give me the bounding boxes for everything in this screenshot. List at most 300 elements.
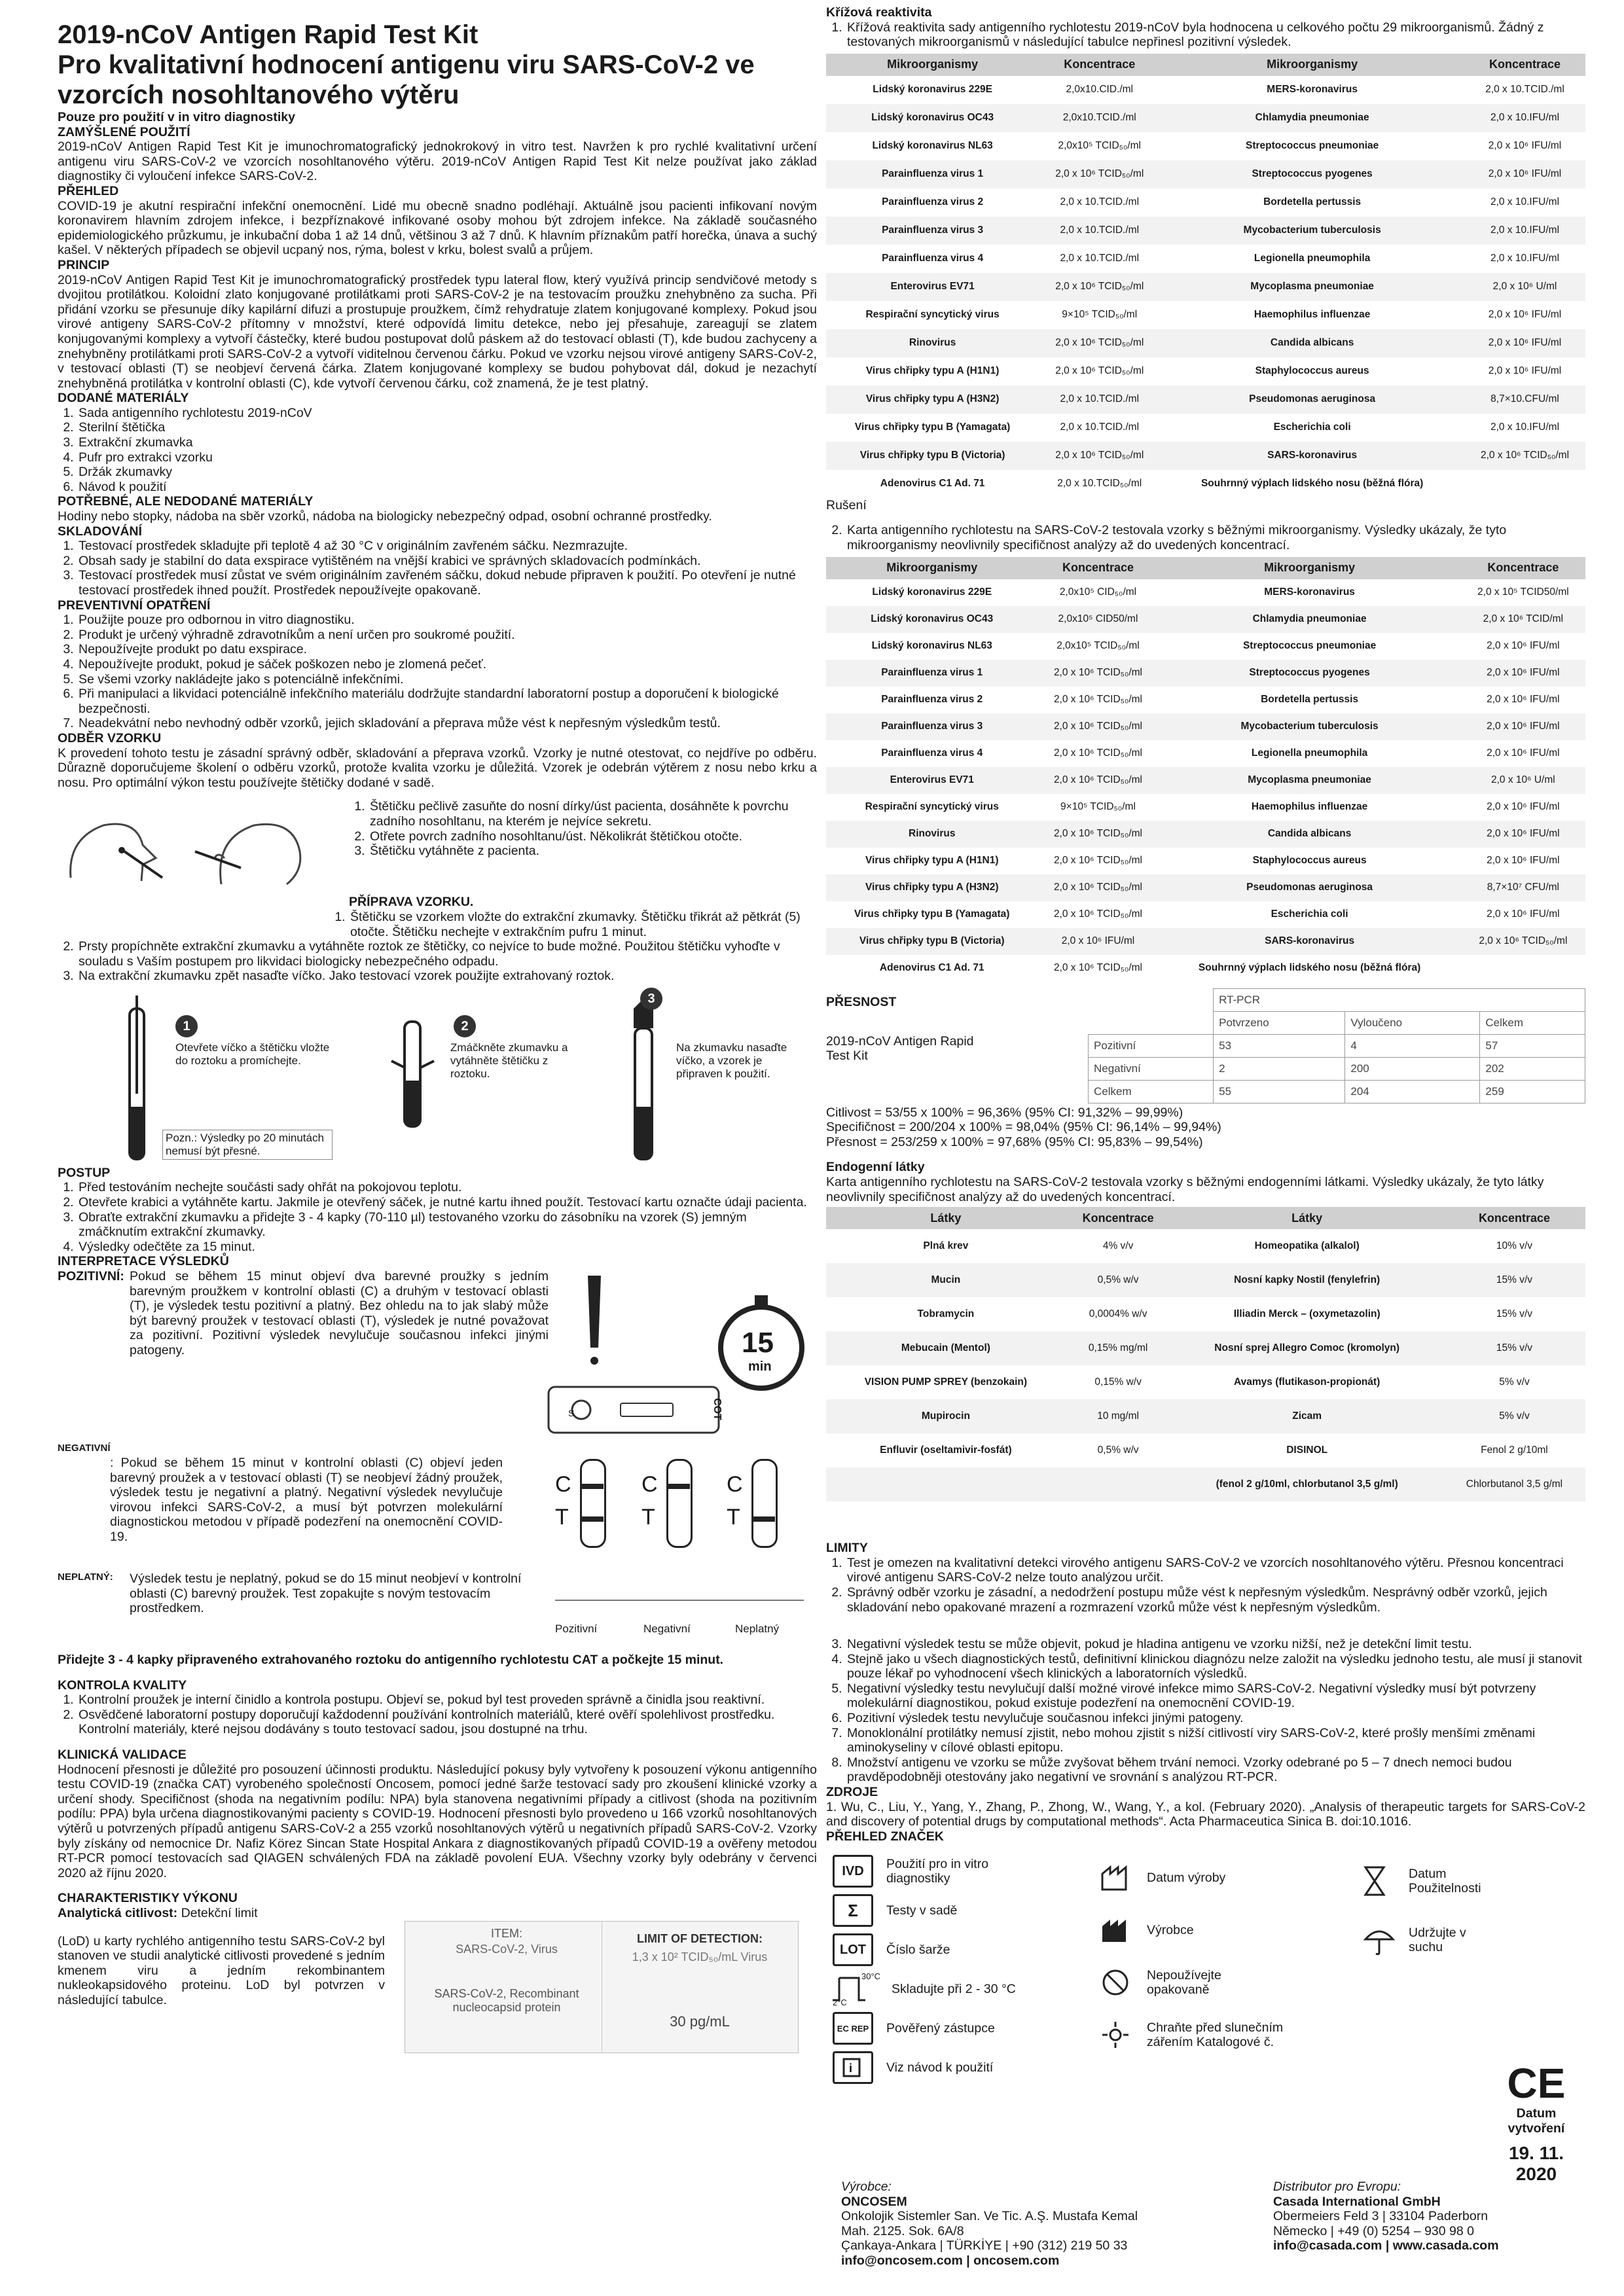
- list-item: 8. Množství antigenu ve vzorku se může zvyšovat během trvání nemoci. Vzorky odebrané po 5 – 7 dnech nemoci budou pravděpodobněji otestovány jako negativní ve srovnání s analýzou RT-PCR.: [846, 1755, 1585, 1785]
- table-cell: 8,7×10.CFU/ml: [1464, 386, 1585, 414]
- table-cell: 204: [1345, 1080, 1480, 1103]
- table-cell: 2,0 x 10⁶ IFU/ml: [1488, 309, 1562, 321]
- performance-text: (LoD) u karty rychlého antigenního testu SARS-CoV-2 byl stanoven ve studii analytické citlivosti provedené s jedním kmenem viru a jedním rekombinantem nukleokapsidového proteinu. LoD byl potvrzen v následující tabulce.: [58, 1933, 385, 2007]
- table-cell: 5% v/v: [1499, 1376, 1530, 1388]
- table-cell: Tobramycin: [917, 1308, 975, 1320]
- table-cell: Staphylococcus aureus: [1252, 855, 1367, 867]
- table-cell: Souhrnný výplach lidského nosu (běžná flóra): [1198, 962, 1421, 974]
- list-item: 1. Štětičku se vzorkem vložte do extrakční zkumavky. Štětičku třikrát až pětkrát (5) otočte. Štětičku nechejte v extrakčním pufru 1 minut.: [349, 910, 817, 939]
- table-cell: 0,5% w/v: [1066, 1263, 1171, 1297]
- table-cell: SARS-koronavirus: [1160, 442, 1464, 470]
- table-row: [826, 104, 1585, 132]
- symbol-label: Číslo šarže: [886, 1943, 950, 1958]
- symbol-label: Testy v sadě: [886, 1903, 958, 1918]
- table-cell: 2,0 x 10⁶ TCID₅₀/ml: [1039, 273, 1160, 301]
- quality-heading: KONTROLA KVALITY: [58, 1677, 187, 1693]
- table-cell: Chlamydia pneumoniae: [1158, 606, 1460, 633]
- lod-value-1: 1,3 x 10² TCID₅₀/mL Virus: [632, 1950, 768, 1964]
- list-item: 2. Otřete povrch zadního nosohltanu/úst. Několikrát štětičkou otočte.: [369, 829, 837, 844]
- table-cell: Respirační syncytický virus: [865, 801, 999, 813]
- table-cell: Virus chřipky typu B (Victoria): [826, 928, 1038, 955]
- table-cell: 2,0 x 10⁶ TCID₅₀/ml: [1039, 160, 1160, 188]
- accuracy-stats: [826, 1105, 1585, 1150]
- test-letter: T: [727, 1505, 740, 1530]
- lod-photo: [405, 1921, 799, 2053]
- control-letter: C: [727, 1472, 743, 1498]
- table-cell: Escherichia coli: [1273, 422, 1351, 433]
- table-cell: Fenol 2 g/10ml: [1481, 1444, 1548, 1456]
- table-header: Celkem: [1480, 1011, 1585, 1034]
- cross-reactivity-table: [826, 54, 1585, 498]
- right-column: [826, 5, 1585, 2184]
- table-row: [826, 357, 1585, 386]
- manufacturer-web[interactable]: info@oncosem.com | oncosem.com: [841, 2253, 1060, 2268]
- cross-item-2: [826, 523, 1585, 552]
- table-cell: Virus chřipky typu A (H1N1): [865, 365, 1000, 377]
- table-cell: 55: [1214, 1080, 1345, 1103]
- table-cell: Nosní sprej Allegro Comoc (kromolyn): [1170, 1331, 1443, 1365]
- overview-text: COVID-19 je akutní respirační infekční onemocnění. Lidé mu obecně snadno podléhají. Aktuálně jsou pacienti infikovaní novým koronavirem hlavním zdrojem infekce, i bezpříznakové infikované osoby mohou být zdrojem infekce. Na základě současného epidemiologického průzkumu, je inkubační doba 1 až 14 dnů, většinou 3 až 7 dnů. K hlavním příznakům patří horečka, únava a suchý kašel. V některých případech se objevil ucpaný nos, rýma, bolest v krku, bolest svalů a průjem.: [58, 198, 817, 258]
- overview-heading: PŘEHLED: [58, 183, 119, 198]
- symbol-row: [1363, 1910, 1585, 1969]
- list-item: 6. Při manipulaci a likvidaci potenciálně infekčního materiálu dodržujte standardní laboratorní postup a doporučení k biologické bezpečnosti.: [77, 687, 817, 716]
- table-header: Mikroorganismy: [1158, 557, 1460, 579]
- table-cell: Virus chřipky typu B (Yamagata): [854, 422, 1011, 433]
- table-cell: Souhrnný výplach lidského nosu (běžná flóra): [1200, 478, 1424, 490]
- manufacture-date-icon: [1101, 1865, 1134, 1891]
- quality-list: [58, 1693, 817, 1737]
- sources-heading: ZDROJE: [826, 1785, 878, 1800]
- table-cell: Enterovirus EV71: [826, 273, 1039, 301]
- table-cell: 2,0 x 10⁶ IFU/ml: [1487, 801, 1560, 813]
- list-item: 1. Testovací prostředek skladujte při teplotě 4 až 30 °C v originálním zavřeném sáčku. Nezmrazujte.: [77, 539, 817, 554]
- interference-table-body: [826, 579, 1585, 982]
- positive-label: POZITIVNÍ:: [58, 1269, 124, 1284]
- table-cell: Lidský koronavirus OC43: [826, 104, 1039, 132]
- table-cell: Mycoplasma pneumoniae: [1158, 767, 1460, 794]
- table-cell: MERS-koronavirus: [1264, 586, 1355, 598]
- table-row: [826, 1331, 1585, 1365]
- table-row: [826, 160, 1585, 188]
- symbol-row: [833, 1852, 1094, 1891]
- table-cell: 2,0 x 10⁶ IFU/ml: [1487, 747, 1560, 759]
- table-cell: 9×10⁵ TCID₅₀/ml: [1062, 309, 1138, 321]
- left-column: [58, 20, 817, 2058]
- table-cell: 2: [1214, 1057, 1345, 1080]
- ce-mark: CE: [1507, 2060, 1566, 2107]
- table-cell: [1461, 955, 1585, 982]
- symbol-label: Použití pro in vitro diagnostiky: [886, 1857, 989, 1886]
- table-cell: 2,0 x 10⁶ TCID₅₀/ml: [1038, 660, 1158, 687]
- table-cell: Adenovirus C1 Ad. 71: [880, 478, 985, 490]
- table-header: Koncentrace: [1461, 557, 1585, 579]
- instructions-icon: [833, 2051, 873, 2084]
- table-cell: Lidský koronavirus 229E: [873, 84, 992, 96]
- test-letter: T: [641, 1505, 655, 1530]
- list-item: 1. Použijte pouze pro odbornou in vitro diagnostiku.: [77, 613, 817, 628]
- table-cell: Avamys (flutikason-propionát): [1234, 1376, 1380, 1388]
- sampling-text: K provedení tohoto testu je zásadní správný odběr, skladování a přeprava vzorků. Vzorky je nutné otestovat, co nejdříve po odběru. Důrazně doporučujeme školení o odběru vzorků, protože kvalita vzorku je důležitá. Vzorek je odebrán výtěrem z nosu nebo krku a nosu. Pro optimální výkon testu používejte štětičky dodané v sadě.: [58, 745, 817, 790]
- table-cell: Mupirocin: [826, 1399, 1066, 1433]
- intended-use-text: 2019-nCoV Antigen Rapid Test Kit je imunochromatografický jednokrokový in vitro test. Navržen k pro rychlé kvalitativní určení antigenu viru SARS-CoV-2 ve vzorcích nosohltanového výtěru. 2019-nCoV Antigen Rapid Test Kit nelze používat jako základ diagnostiky či vyloučení infekce SARS-CoV-2.: [58, 139, 817, 184]
- symbols-grid: [826, 1852, 1585, 2126]
- table-row: [826, 901, 1585, 928]
- svg-text:i: i: [849, 2062, 853, 2075]
- rtpcr-header: RT-PCR: [1214, 988, 1585, 1011]
- temp-max: 30°C: [861, 1971, 881, 1982]
- table-cell: [826, 1467, 1066, 1501]
- table-cell: Legionella pneumophila: [1254, 253, 1371, 264]
- sensitivity-stat: Citlivost = 53/55 x 100% = 96,36% (95% CI: 91,32% – 99,99%): [826, 1105, 1183, 1120]
- sampling-heading: ODBĚR VZORKU: [58, 730, 162, 745]
- table-cell: Pozitivní: [1089, 1034, 1214, 1057]
- table-cell: Parainfluenza virus 1: [826, 160, 1039, 188]
- interference-label: Rušení: [826, 497, 867, 512]
- limits-list: [826, 1556, 1585, 1785]
- table-cell: Illiadin Merck – (oxymetazolin): [1233, 1308, 1380, 1320]
- analytical-sensitivity-rest: Detekční limit: [177, 1905, 258, 1920]
- symbol-row: [833, 1969, 1094, 2009]
- table-row: [826, 470, 1585, 498]
- table-cell: 2,0 x 10⁶ TCID₅₀/ml: [1055, 365, 1144, 377]
- procedure-list: [58, 1180, 817, 1254]
- control-letter: C: [555, 1472, 571, 1498]
- symbol-row: [833, 1930, 1094, 1969]
- table-cell: 2,0 x 10⁶ TCID₅₀/ml: [1038, 713, 1158, 740]
- invalid-label: NEPLATNÝ:: [58, 1571, 113, 1583]
- symbol-label: Nepoužívejte opakovaně: [1147, 1968, 1221, 1998]
- ivd-note: Pouze pro použití v in vitro diagnostiky: [58, 110, 295, 124]
- preparation-heading: PŘÍPRAVA VZORKU.: [349, 895, 474, 910]
- sigma-icon: Σ: [833, 1894, 873, 1927]
- table-cell: 2,0x10⁵ CID50/ml: [1038, 606, 1158, 633]
- list-item: 1. Kontrolní proužek je interní činidlo a kontrola postupu. Objeví se, pokud byl test proveden správně a činidla jsou reaktivní.: [77, 1693, 817, 1708]
- table-row: [826, 329, 1585, 357]
- table-cell: Bordetella pertussis: [1263, 196, 1362, 208]
- table-cell: 0,15% mg/ml: [1066, 1331, 1171, 1365]
- table-cell: [1066, 1467, 1171, 1501]
- table-cell: Parainfluenza virus 4: [881, 747, 983, 759]
- table-cell: Lidský koronavirus NL63: [871, 640, 992, 652]
- table-cell: Lidský koronavirus OC43: [826, 606, 1038, 633]
- table-cell: Lidský koronavirus NL63: [872, 140, 993, 152]
- table-cell: 10 mg/ml: [1066, 1399, 1171, 1433]
- drops-note: Přidejte 3 - 4 kapky připraveného extrahovaného roztoku do antigenního rychlotestu CAT a počkejte 15 minut.: [58, 1653, 724, 1668]
- table-cell: Virus chřipky typu B (Yamagata): [854, 908, 1010, 920]
- table-row: [826, 1433, 1585, 1467]
- table-row: [826, 767, 1585, 794]
- manufacturer-icon: [1101, 1917, 1134, 1943]
- thermometer-icon: [833, 1971, 885, 2007]
- temp-min: 2°C: [833, 1998, 847, 2008]
- storage-heading: SKLADOVÁNÍ: [58, 524, 142, 539]
- table-cell: Parainfluenza virus 1: [826, 660, 1038, 687]
- table-cell: Candida albicans: [1158, 821, 1460, 848]
- table-cell: 2,0 x 10⁵ TCID50/ml: [1477, 586, 1569, 598]
- principle-heading: PRINCIP: [58, 257, 110, 272]
- accuracy-table: [1088, 988, 1585, 1103]
- table-cell: 2,0x10⁵ CID₅₀/ml: [1059, 586, 1137, 598]
- list-item: 1. Sada antigenního rychlotestu 2019-nCoV: [77, 406, 817, 421]
- table-cell: Pseudomonas aeruginosa: [1158, 874, 1460, 901]
- step-number-badge: 1: [175, 1015, 198, 1037]
- table-cell: 2,0 x 10⁶ IFU/ml: [1487, 640, 1560, 652]
- do-not-reuse-icon: [1101, 1968, 1134, 1997]
- materials-list: [58, 406, 817, 495]
- table-cell: 2,0 x 10⁶ IFU/ml: [1487, 694, 1560, 706]
- table-cell: Escherichia coli: [1271, 908, 1348, 920]
- timer-unit: min: [748, 1359, 772, 1374]
- lod-item-header: ITEM:: [491, 1926, 522, 1940]
- table-cell: 2,0 x 10⁶ TCID₅₀/ml: [1039, 329, 1160, 357]
- list-item: 1. Štětičku pečlivě zasuňte do nosní dírky/úst pacienta, dosáhněte k povrchu zadního nosohltanu, na kterém je nejvíce sekretu.: [369, 799, 837, 829]
- list-item: 6. Návod k použití: [77, 480, 817, 495]
- sources-text: 1. Wu, C., Liu, Y., Yang, Y., Zhang, P., Zhong, W., Wang, Y., a kol. (February 2020). „Analysis of therapeutic targets for SARS-CoV-2 and discovery of potential drugs by computational methods“. Acta Pharmaceutica Sinica B. doi:10.1016.: [826, 1799, 1585, 1829]
- list-item: 2. Osvědčené laboratorní postupy doporučují každodenní používání kontrolních materiálů, které ověří spolehlivost prostředku. Kontrolní materiály, které nejsou dodávány s touto testovací sadou, jsou dostupné na trhu.: [77, 1708, 817, 1737]
- endogenous-table: [826, 1207, 1585, 1501]
- table-row: [826, 794, 1585, 821]
- table-cell: 2,0 x 10.TCID./ml: [1485, 84, 1564, 96]
- table-cell: Streptococcus pyogenes: [1160, 160, 1464, 188]
- clinical-text: Hodnocení přesnosti je důležité pro posouzení účinnosti produktu. Následující pokusy byly vytvořeny k posouzení výkonu antigenního testu COVID-19 (značka CAT) vyrobeného společností Oncosem, pomocí jedné šarže testovací sady pro zkoušení klinické vzorky a určení shody. Specifičnost (shoda na negativním podílu: NPA) byla stanovena negativními případy a citlivost (shoda na pozitivním podílu: PPA) byla určena diagnostikovanými pacienty s COVID-19. Hodnocení přesnosti bylo provedeno u 166 vzorků nosohltanových výtěrů u potvrzených případů antigenu SARS-CoV-2 a 255 vzorků nosohltanových výtěrů u negativních případů SARS-CoV-2. Vzorky byly získány od nemocnice Dr. Nafiz Körez Sincan State Hospital Ankara z diagnostikovaných případů COVID-19 a ověřeny metodou RT-PCR pomocí testovacích sad QIAGEN schválených FDA na základě povolení EUA. Všechny vzorky byly odebrány v červenci 2020 až říjnu 2020.: [58, 1762, 817, 1880]
- intended-use-heading: ZAMÝŠLENÉ POUŽITÍ: [58, 124, 190, 139]
- step-number-badge: 3: [640, 988, 662, 1010]
- table-cell: Chlamydia pneumoniae: [1160, 104, 1464, 132]
- table-row: [826, 928, 1585, 955]
- principle-text: 2019-nCoV Antigen Rapid Test Kit je imunochromatografický prostředek typu lateral flow, který využívá princip sendvičové metody s dvojitou protilátkou. Koloidní zlato konjugované protilátkami proti SARS-CoV-2 je na testovacím proužku znehybněno za sucha. Při přidání vzorku se přesunuje díky kapilární difuzi a prostupuje proužkem, čímž rehydratuje zlatem konjugované komplexy. Pokud jsou virové antigeny SARS-CoV-2 přítomny v množství, které odpovídá limitu detekce, nebo jej přesahuje, zareagují se zlatem konjugovanými komplexy a vytvoří částečky, které budou postupovat dolů páskem až do testovací oblasti (T), kde budou zachyceny a znehybněny protilátkami proti SARS-CoV-2 a vytvoří viditelnou červenou čárku. Pokud ve vzorku nejsou virové antigeny SARS-CoV-2, v testovací oblasti (T) se neobjeví červená čárka. Zlatem konjugované komplexy se budou pohybovat dál, dokud je nezachytí znehybněná protilátka v kontrolní oblasti (C), kde vytvoří červenou čárku, což znamená, že je test platný.: [58, 272, 817, 391]
- list-item: 3. Testovací prostředek musí zůstat ve svém originálním zavřeném sáčku, dokud nebude připraven k použití. Po otevření je nutné testovací prostředek ihned použít. Prostředek nepoužívejte opakovaně.: [77, 568, 817, 598]
- hourglass-icon: [1363, 1865, 1389, 1897]
- table-cell: 2,0 x 10⁶ TCID₅₀/ml: [1053, 694, 1142, 706]
- table-cell: Virus chřipky typu A (H3N2): [826, 874, 1038, 901]
- list-item: 7. Neadekvátní nebo nevhodný odběr vzorků, jejich skladování a přeprava může vést k nepřesným výsledkům testů.: [77, 716, 817, 731]
- positive-text: Pokud se během 15 minut objeví dva barevné proužky s jedním barevným proužkem v kontrolní oblasti (C) a druhým v testovací oblasti (T), je výsledek testu pozitivní a platný. Bez ohledu na to jak slabý může být barevný proužek v testovací oblasti (T), výsledek je nutné považovat za pozitivní. Pozitivní výsledek nevylučuje současnou infekci jinými patogeny.: [130, 1269, 549, 1357]
- symbol-label: Pověřený zástupce: [886, 2021, 995, 2036]
- list-item: 3. Na extrakční zkumavku zpět nasaďte víčko. Jako testovací vzorek použijte extrahovaný roztok.: [77, 969, 817, 984]
- table-header: Potvrzeno: [1214, 1011, 1345, 1034]
- table-cell: (fenol 2 g/10ml, chlorbutanol 3,5 g/ml): [1170, 1467, 1443, 1501]
- table-row: [826, 821, 1585, 848]
- table-row: [826, 245, 1585, 273]
- list-item: 2. Správný odběr vzorku je zásadní, a nedodržení postupu může vést k nepřesným výsledkům. Nesprávný odběr vzorků, jejich skladování nebo opakované mrazení a rozmrazení vzorků může vést k nepřesným výsledkům.: [846, 1585, 1585, 1615]
- symbol-row: [1101, 1852, 1363, 1904]
- symbol-row: [1101, 2009, 1363, 2061]
- table-row: [826, 386, 1585, 414]
- table-row: [826, 273, 1585, 301]
- table-cell: 9×10⁵ TCID₅₀/ml: [1060, 801, 1136, 813]
- table-cell: Nosní kapky Nostil (fenylefrin): [1170, 1263, 1443, 1297]
- table-cell: Mebucain (Mentol): [826, 1331, 1066, 1365]
- procedure-heading: POSTUP: [58, 1165, 111, 1180]
- table-cell: 2,0 x 10.IFU/ml: [1464, 104, 1585, 132]
- table-cell: 2,0 x 10⁶ IFU/ml: [1487, 908, 1560, 920]
- symbol-label: Datum Použitelnosti: [1409, 1867, 1481, 1896]
- list-item: 2. Produkt je určený výhradně zdravotníkům a není určen pro soukromé použití.: [77, 628, 817, 643]
- table-row: [826, 633, 1585, 660]
- table-row: [826, 687, 1585, 713]
- table-cell: 2,0 x 10⁶ IFU/ml: [1487, 855, 1560, 867]
- list-item: 1. Před testováním nechejte součásti sady ohřát na pokojovou teplotu.: [77, 1180, 817, 1195]
- distributor-block: [1273, 2179, 1600, 2253]
- table-cell: VISION PUMP SPREY (benzokain): [864, 1376, 1028, 1388]
- table-row: [826, 1365, 1585, 1399]
- result-label: Pozitivní: [555, 1623, 598, 1636]
- document-subtitle: Pro kvalitativní hodnocení antigenu viru SARS-CoV-2 ve vzorcích nosohltanového výtěru: [58, 50, 755, 109]
- list-item: 5. Držák zkumavky: [77, 465, 817, 480]
- table-cell: Parainfluenza virus 2: [881, 694, 983, 706]
- table-cell: 10% v/v: [1496, 1240, 1533, 1252]
- table-cell: Virus chřipky typu B (Victoria): [826, 442, 1039, 470]
- interpretation-block: [58, 1269, 817, 1670]
- symbol-label: Datum výroby: [1147, 1871, 1226, 1886]
- list-item: 4. Nepoužívejte produkt, pokud je sáček poškozen nebo je zlomená pečeť.: [77, 657, 817, 672]
- table-cell: 2,0 x 10⁶ TCID₅₀/ml: [1461, 928, 1585, 955]
- table-header: Mikroorganismy: [1160, 54, 1464, 76]
- keep-dry-icon: [1363, 1924, 1396, 1956]
- table-cell: 2,0 x 10⁶ TCID/ml: [1461, 606, 1585, 633]
- table-row: [826, 848, 1585, 874]
- table-row: [826, 76, 1585, 104]
- table-cell: 200: [1345, 1057, 1480, 1080]
- table-cell: 2,0 x 10⁶ TCID₅₀/ml: [1053, 908, 1142, 920]
- table-cell: 2,0 x 10.TCID./ml: [1039, 386, 1160, 414]
- table-cell: Zicam: [1170, 1399, 1443, 1433]
- table-cell: 2,0 x 10⁶ TCID₅₀/ml: [1038, 821, 1158, 848]
- created-date: 19. 11. 2020: [1508, 2143, 1564, 2184]
- manufacturer-address: Onkolojik Sistemler San. Ve Tic. A.Ş. Mustafa Kemal: [841, 2209, 1138, 2224]
- table-cell: 2,0 x 10.TCID./ml: [1039, 217, 1160, 245]
- result-label: Neplatný: [735, 1623, 780, 1636]
- table-cell: Celkem: [1089, 1080, 1214, 1103]
- needed-text: Hodiny nebo stopky, nádoba na sběr vzorků, nádoba na biologicky nebezpečný odpad, osobní ochranné prostředky.: [58, 509, 712, 524]
- symbol-row: [833, 1891, 1094, 1930]
- needed-heading: POTŘEBNÉ, ALE NEDODANÉ MATERIÁLY: [58, 494, 314, 509]
- table-cell: 57: [1480, 1034, 1585, 1057]
- extraction-figure: [58, 991, 817, 1166]
- manufacturer-label: Výrobce:: [841, 2179, 892, 2194]
- table-cell: MERS-koronavirus: [1267, 84, 1358, 96]
- list-item: 3. Štětičku vytáhněte z pacienta.: [369, 844, 837, 859]
- table-row: [826, 442, 1585, 470]
- table-cell: Rinovirus: [826, 821, 1038, 848]
- manufacturer-name: ONCOSEM: [841, 2194, 907, 2209]
- accuracy-kit-label: 2019-nCoV Antigen Rapid Test Kit: [826, 1033, 974, 1064]
- table-header: Koncentrace: [1039, 54, 1160, 76]
- result-strips: [555, 1459, 817, 1636]
- symbol-label: Udržujte v suchu: [1409, 1926, 1466, 1955]
- table-row: [826, 874, 1585, 901]
- table-cell: Mycoplasma pneumoniae: [1160, 273, 1464, 301]
- table-cell: 2,0 x 10⁶ IFU/ml: [1461, 713, 1585, 740]
- distributor-web[interactable]: info@casada.com | www.casada.com: [1273, 2238, 1499, 2253]
- card-brand-label: COT: [711, 1398, 723, 1420]
- table-cell: 2,0 x 10.IFU/ml: [1464, 217, 1585, 245]
- endogenous-table-body: [826, 1229, 1585, 1501]
- table-cell: Bordetella pertussis: [1261, 694, 1359, 706]
- list-item: 1. Test je omezen na kvalitativní detekci virového antigenu SARS-CoV-2 ve vzorcích nosohltanového výtěru. Přesnou koncentraci virové antigenu SARS-CoV-2 nelze touto analýzou určit.: [846, 1556, 1585, 1585]
- performance-subheading: [58, 1906, 817, 1921]
- table-cell: Haemophilus influenzae: [1251, 801, 1368, 813]
- card-sample-label: S: [568, 1408, 575, 1419]
- performance-heading: CHARAKTERISTIKY VÝKONU: [58, 1891, 238, 1906]
- table-cell: 2,0 x 10⁶ TCID₅₀/ml: [1053, 855, 1142, 867]
- symbol-label: Chraňte před slunečním zářením Katalogové č.: [1147, 2020, 1284, 2050]
- keep-away-sunlight-icon: [1101, 2020, 1134, 2049]
- table-cell: 4% v/v: [1102, 1240, 1134, 1252]
- table-cell: Streptococcus pneumoniae: [1245, 140, 1379, 152]
- fig-note: Otevřete víčko a štětičku vložte do roztoku a promíchejte.: [175, 1041, 330, 1067]
- list-item: 7. Monoklonální protilátky nemusí zjistit, nebo mohou zjistit s nižší citlivostí viry SARS-CoV-2, které prošly menšími změnami aminokyseliny v cílové oblasti epitopu.: [846, 1726, 1585, 1755]
- table-cell: 2,0x10.TCID./ml: [1039, 104, 1160, 132]
- cross-heading: Křížová reaktivita: [826, 5, 932, 20]
- symbol-row: [833, 2048, 1094, 2087]
- test-letter: T: [555, 1505, 569, 1530]
- document-title: 2019-nCoV Antigen Rapid Test Kit: [58, 20, 478, 49]
- distributor-address: Německo | +49 (0) 5254 – 930 98 0: [1273, 2223, 1474, 2238]
- table-cell: 2,0 x 10⁶ U/ml: [1461, 767, 1585, 794]
- table-row: [826, 606, 1585, 633]
- table-cell: Virus chřipky typu A (H1N1): [865, 855, 999, 867]
- negative-text: : Pokud se během 15 minut v kontrolní oblasti (C) objeví jeden barevný proužek a v testovací oblasti (T) se neobjeví žádný proužek, výsledek testu je negativní a platný. Negativní výsledek nevylučuje virovou infekci SARS-CoV-2, a musí být potvrzen molekulární diagnostickou metodou v případě podezření na onemocnění COVID-19.: [110, 1456, 503, 1544]
- table-cell: 15% v/v: [1443, 1263, 1585, 1297]
- table-header: Mikroorganismy: [826, 557, 1038, 579]
- table-cell: 0,0004% w/v: [1089, 1308, 1147, 1320]
- list-item: 3. Obraťte extrakční zkumavku a přidejte 3 - 4 kapky (70-110 µl) testovaného vzorku do zásobníku na vzorek (S) jemným zmáčknutím extrakční zkumavky.: [77, 1210, 817, 1240]
- symbol-label: Výrobce: [1147, 1923, 1194, 1938]
- table-cell: 2,0 x 10.TCID₅₀/ml: [1057, 478, 1142, 490]
- precautions-heading: PREVENTIVNÍ OPATŘENÍ: [58, 598, 211, 613]
- symbols-col-3: [1363, 1852, 1585, 1969]
- symbols-col-1: [833, 1852, 1094, 2087]
- table-row: [826, 132, 1585, 160]
- manufacturer-address: Çankaya-Ankara | TÜRKİYE | +90 (312) 219 50 33: [841, 2238, 1128, 2253]
- symbols-col-2: [1101, 1852, 1363, 2061]
- lod-item-2: SARS-CoV-2, Recombinant nucleocapsid protein: [434, 1986, 579, 2014]
- table-cell: Streptococcus pneumoniae: [1242, 640, 1377, 652]
- fig-note: Na zkumavku nasaďte víčko, a vzorek je připraven k použití.: [676, 1041, 787, 1080]
- precautions-list: [58, 613, 817, 731]
- table-cell: Mycobacterium tuberculosis: [1158, 713, 1460, 740]
- table-cell: 2,0x10⁵ TCID₅₀/ml: [1058, 140, 1141, 152]
- table-row: [826, 217, 1585, 245]
- table-header: Mikroorganismy: [826, 54, 1039, 76]
- ce-block: [1487, 2060, 1585, 2185]
- table-cell: 259: [1480, 1080, 1585, 1103]
- clinical-heading: KLINICKÁ VALIDACE: [58, 1748, 187, 1762]
- table-cell: Lidský koronavirus 229E: [872, 586, 992, 598]
- table-cell: 2,0 x 10.IFU/ml: [1490, 253, 1560, 264]
- table-cell: 2,0 x 10⁶ IFU/ml: [1488, 365, 1562, 377]
- table-cell: 2,0x10.CID./ml: [1066, 84, 1133, 96]
- invalid-text: Výsledek testu je neplatný, pokud se do 15 minut neobjeví v kontrolní oblasti (C) barevný proužek. Test zopakujte s novým testovacím prostředkem.: [130, 1571, 522, 1616]
- table-cell: 2,0 x 10.IFU/ml: [1490, 196, 1560, 208]
- lod-block: [58, 1921, 817, 2058]
- table-cell: 2,0 x 10.TCID./ml: [1060, 196, 1140, 208]
- cross-item-1: [826, 20, 1585, 50]
- list-item: 2. Obsah sady je stabilní do data exspirace vytištěném na vnější krabici ve správných skladovacích podmínkách.: [77, 554, 817, 569]
- lod-item-1: SARS-CoV-2, Virus: [456, 1942, 558, 1956]
- distributor-name: Casada International GmbH: [1273, 2194, 1441, 2209]
- timer-value: 15: [742, 1327, 774, 1359]
- table-cell: 2,0 x 10⁶ TCID₅₀/ml: [1038, 874, 1158, 901]
- table-row: [826, 579, 1585, 606]
- table-cell: Mucin: [826, 1263, 1066, 1297]
- table-cell: 2,0 x 10⁶ TCID₅₀/ml: [1053, 747, 1142, 759]
- table-row: [826, 1467, 1585, 1501]
- table-header: Látky: [826, 1207, 1066, 1229]
- table-cell: Negativní: [1089, 1057, 1214, 1080]
- list-item: 4. Výsledky odečtěte za 15 minut.: [77, 1240, 817, 1255]
